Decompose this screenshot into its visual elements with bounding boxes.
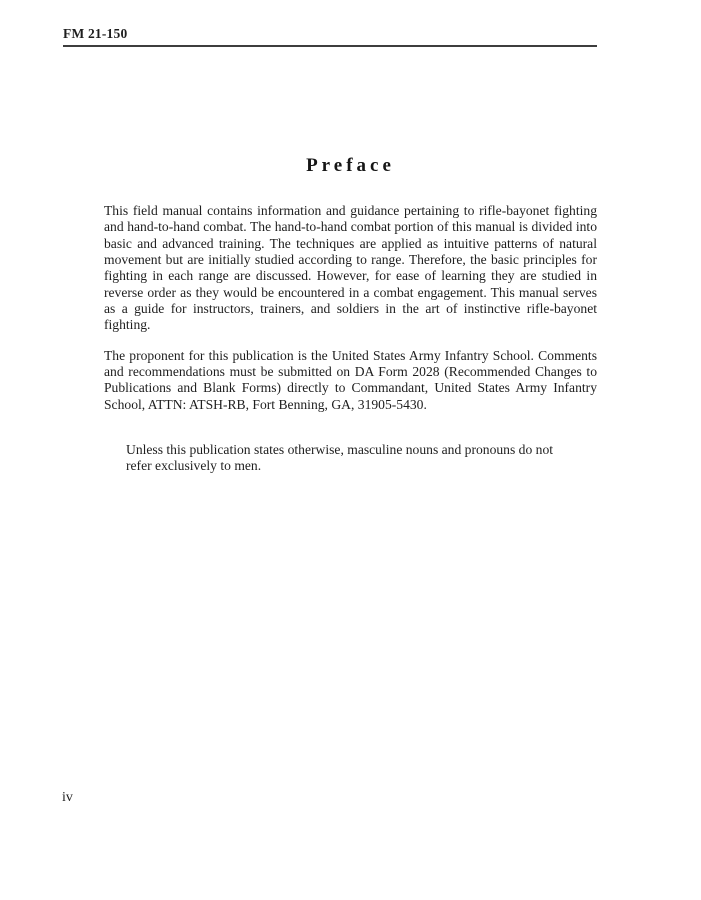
- page-footer: [62, 790, 73, 806]
- page-number: iv: [62, 790, 73, 805]
- paragraph-proponent: The proponent for this publication is the United States Army Infantry School. Comments and recommendations must be submitted on DA Form 2028 (Recommended Changes to Publications and Blank Forms) directly to Commandant, United States Army Infantry School, ATTN: ATSH-RB, Fort Benning, GA, 31905-5430.: [104, 347, 597, 412]
- body-content: [104, 203, 597, 475]
- page-title: Preface: [306, 155, 395, 176]
- page-header: [63, 25, 597, 47]
- gender-note: Unless this publication states otherwise, masculine nouns and pronouns do not refer exclusively to men.: [126, 442, 554, 474]
- paragraph-scope: This field manual contains information and guidance pertaining to rifle-bayonet fighting and hand-to-hand combat. The hand-to-hand combat portion of this manual is divided into basic and advanced training. The techniques are applied as intuitive patterns of natural movement but are initially studied according to range. Therefore, the basic principles for fighting in each range are discussed. However, for ease of learning they are studied in reverse order as they would be encountered in a combat engagement. This manual serves as a guide for instructors, trainers, and soldiers in the art of instinctive rifle-bayonet fighting.: [104, 203, 597, 333]
- document-id: FM 21-150: [63, 26, 128, 41]
